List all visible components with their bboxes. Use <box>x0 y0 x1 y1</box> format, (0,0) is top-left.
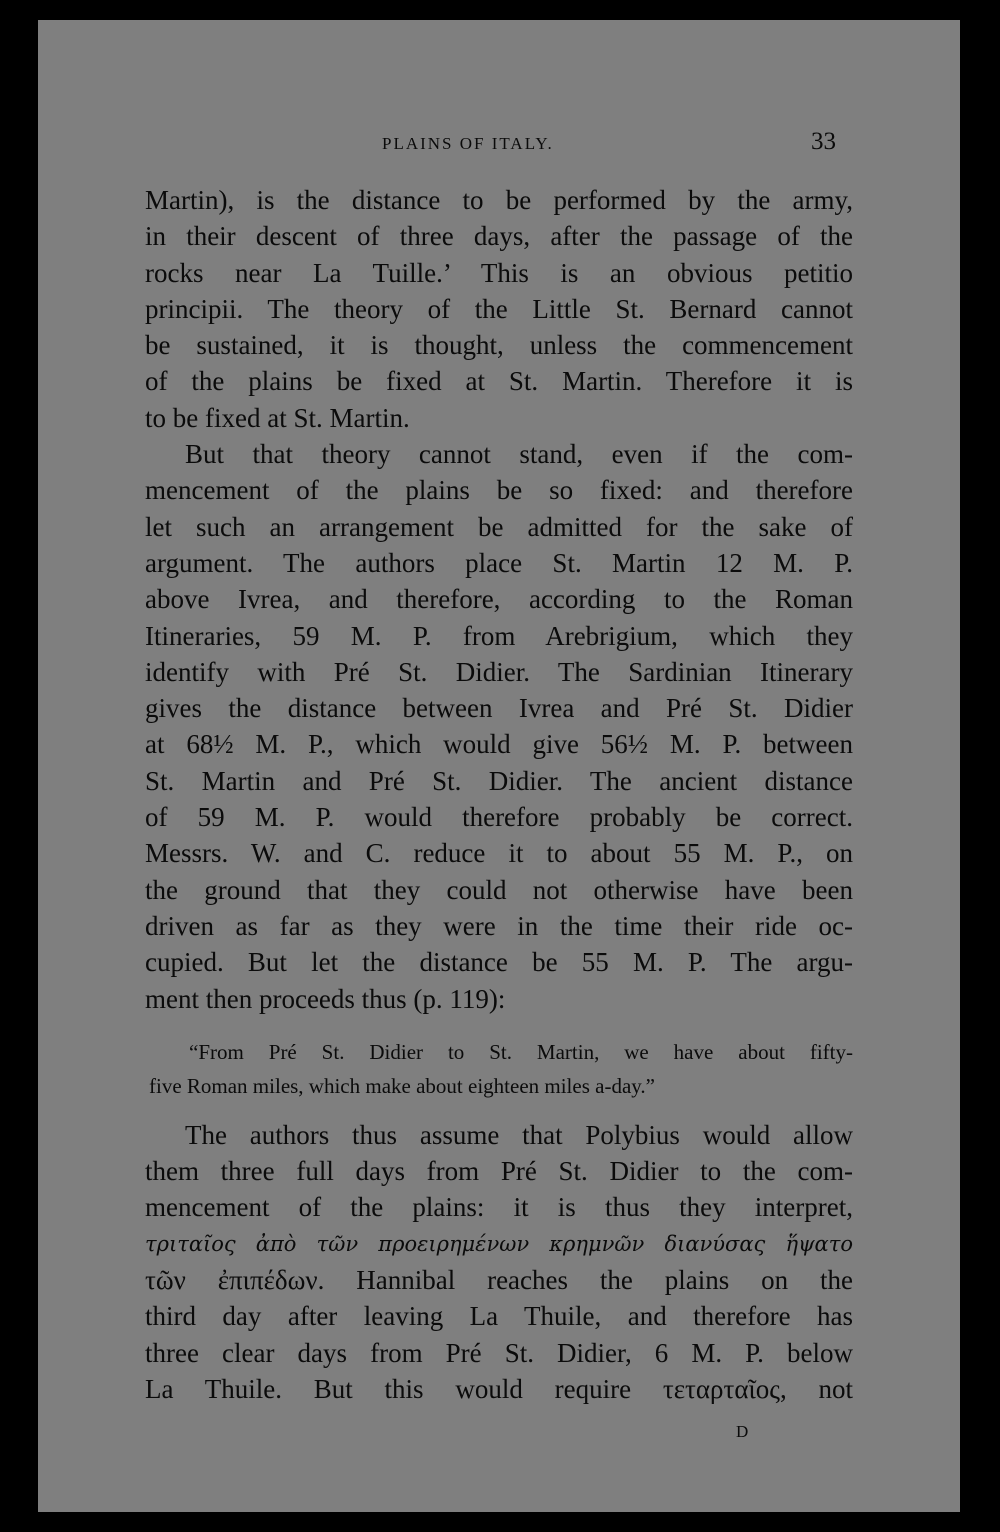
text-line: mencement of the plains: it is thus they interpret, <box>145 1192 853 1223</box>
text-line: rocks near La Tuille.’ This is an obvious petitio <box>145 257 853 288</box>
running-title: PLAINS OF ITALY. <box>382 134 554 153</box>
text-line: τῶν ἐπιπέδων. Hannibal reaches the plains on the <box>145 1265 853 1296</box>
text-line: let such an arrangement be admitted for the sake of <box>145 511 853 542</box>
text-line: argument. The authors place St. Martin 12 M. P. <box>145 547 853 578</box>
greek-text-line: τριταῖος ἀπὸ τῶν προειρημένων κρημνῶν διανύσας ἥψατο <box>145 1231 853 1256</box>
page-number: 33 <box>811 128 836 155</box>
text-line: of the plains be fixed at St. Martin. Therefore it is <box>145 366 853 397</box>
text-line: But that theory cannot stand, even if the com- <box>185 439 853 470</box>
text-line: in their descent of three days, after the passage of the <box>145 221 853 252</box>
quote-line: “From Pré St. Didier to St. Martin, we have about fifty- <box>189 1039 853 1064</box>
text-line: Messrs. W. and C. reduce it to about 55 M. P., on <box>145 838 853 869</box>
text-line: Martin), is the distance to be performed by the army, <box>145 185 853 215</box>
text-line: identify with Pré St. Didier. The Sardinian Itinerary <box>145 656 853 687</box>
text-line: cupied. But let the distance be 55 M. P. The argu- <box>145 947 853 978</box>
book-page <box>38 20 960 1512</box>
text-line: three clear days from Pré St. Didier, 6 M. P. below <box>145 1337 853 1368</box>
text-line: Itineraries, 59 M. P. from Arebrigium, which they <box>145 620 853 651</box>
text-line: the ground that they could not otherwise have been <box>145 874 853 905</box>
text-line: be sustained, it is thought, unless the commencement <box>145 330 853 361</box>
text-line: St. Martin and Pré St. Didier. The ancient distance <box>145 765 853 796</box>
text-line: third day after leaving La Thuile, and therefore has <box>145 1301 853 1332</box>
quote-line: five Roman miles, which make about eighteen miles a-day.” <box>149 1073 655 1098</box>
text-line: ment then proceeds thus (p. 119): <box>145 983 506 1014</box>
signature-mark: D <box>736 1422 749 1441</box>
text-line: driven as far as they were in the time their ride oc- <box>145 910 853 941</box>
block-quote <box>145 1035 853 1103</box>
text-line: to be fixed at St. Martin. <box>145 402 410 433</box>
text-line: mencement of the plains be so fixed: and therefore <box>145 475 853 506</box>
text-line: gives the distance between Ivrea and Pré St. Didier <box>145 693 853 724</box>
text-line: them three full days from Pré St. Didier to the com- <box>145 1156 853 1187</box>
text-line: La Thuile. But this would require τεταρταῖος, not <box>145 1373 853 1404</box>
text-line: of 59 M. P. would therefore probably be correct. <box>145 802 853 833</box>
text-line: The authors thus assume that Polybius would allow <box>185 1119 853 1150</box>
text-line: principii. The theory of the Little St. Bernard cannot <box>145 293 853 324</box>
text-line: at 68½ M. P., which would give 56½ M. P. between <box>145 729 853 760</box>
running-head <box>38 128 960 162</box>
body-text <box>145 182 853 1407</box>
text-line: above Ivrea, and therefore, according to the Roman <box>145 584 853 615</box>
